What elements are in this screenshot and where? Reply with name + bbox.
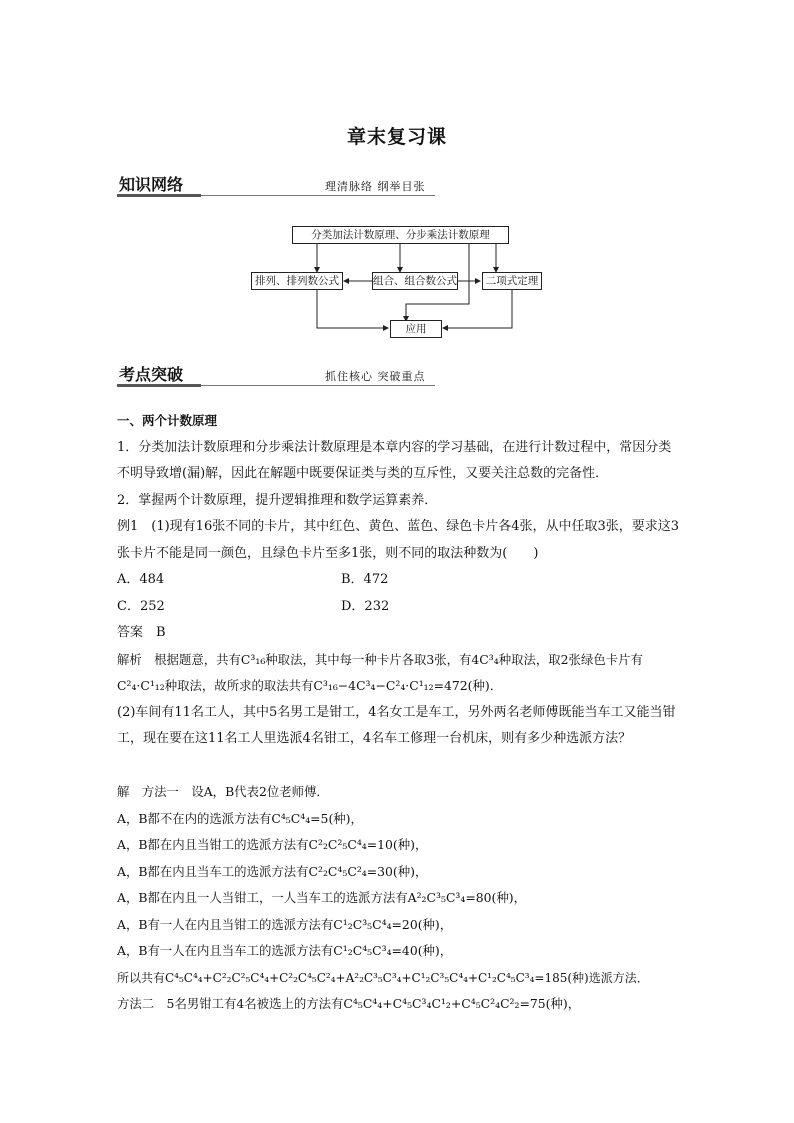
solution-line-4: A，B都在内且当车工的选派方法有C²₂C⁴₅C²₄=30(种)，	[117, 863, 428, 879]
example-1-part-1: 例1 (1)现有16张不同的卡片，其中红色、黄色、蓝色、绿色卡片各4张，从中任取3张，要求这3张卡片不能是同一颜色，且绿色卡片至多1张，则不同的取法种数为( )	[117, 519, 680, 561]
options-row-2	[117, 594, 682, 621]
analysis: 解析 根据题意，共有C³₁₆种取法，其中每一种卡片各取3张，有4C³₄种取法，取2张绿色卡片有C²₄·C¹₁₂种取法，故所求的取法共有C³₁₆−4C³₄−C²₄·C¹₁₂=472(种)．	[117, 651, 643, 693]
section-header-key-points	[117, 362, 435, 388]
heading-two-counting-principles: 一、两个计数原理	[117, 413, 218, 428]
node-combination: 组合、组合数公式	[372, 272, 458, 290]
option-d: D．232	[341, 598, 390, 614]
option-b: B．472	[341, 572, 389, 587]
section-header-knowledge-network	[117, 172, 435, 198]
solution-line-1: 解 方法一 设A，B代表2位老师傅．	[117, 784, 329, 799]
node-binomial-theorem: 二项式定理	[482, 272, 542, 290]
section-subtitle: 抓住核心 突破重点	[325, 370, 426, 383]
solution-line-7: A，B有一人在内且当车工的选派方法有C¹₂C⁴₅C³₄=40(种)，	[117, 943, 453, 958]
body-content	[117, 408, 682, 1018]
paragraph-2: 2．掌握两个计数原理，提升逻辑推理和数学运算素养．	[117, 492, 438, 508]
section-title: 考点突破	[119, 365, 184, 384]
section-rule-thin	[201, 385, 435, 386]
node-application: 应用	[390, 320, 442, 338]
solution-line-6: A，B有一人在内且当钳工的选派方法有C¹₂C³₅C⁴₄=20(种)，	[117, 916, 453, 932]
section-rule-thick	[117, 194, 201, 197]
knowledge-network-diagram	[240, 220, 550, 342]
answer: 答案 B	[117, 625, 166, 640]
solution-line-8: 所以共有C⁴₅C⁴₄+C²₂C²₅C⁴₄+C²₂C⁴₅C²₄+A²₂C³₅C³₄+C¹₂C³₅C⁴₄+C¹₂C⁴₅C³₄=185(种)选派方法．	[117, 970, 649, 985]
section-rule-thin	[201, 195, 435, 196]
paragraph-1: 1．分类加法计数原理和分步乘法计数原理是本章内容的学习基础，在进行计数过程中，常因分类不明导致增(漏)解，因此在解题中既要保证类与类的互斥性，又要关注总数的完备性．	[117, 439, 672, 481]
node-counting-principles: 分类加法计数原理、分步乘法计数原理	[292, 226, 509, 244]
options-row-1	[117, 567, 682, 594]
option-c: C．252	[117, 598, 165, 614]
section-rule-thick	[117, 384, 201, 387]
arrow-left-to-apply	[317, 289, 388, 328]
section-title: 知识网络	[119, 175, 184, 194]
page-title: 章末复习课	[346, 126, 447, 148]
section-subtitle: 理清脉络 纲举目张	[325, 180, 426, 193]
option-a: A．484	[117, 572, 165, 587]
example-1-part-2: (2)车间有11名工人，其中5名男工是钳工，4名女工是车工，另外两名老师傅既能当车工又能当钳工，现在要在这11名工人里选派4名钳工，4名车工修理一台机床，则有多少种选派方法？	[117, 704, 676, 746]
solution-line-9: 方法二 5名男钳工有4名被选上的方法有C⁴₅C⁴₄+C⁴₅C³₄C¹₂+C⁴₅C²₄C²₂=75(种)，	[117, 996, 581, 1011]
node-permutation: 排列、排列数公式	[251, 272, 343, 290]
arrow-right-to-apply	[443, 289, 512, 328]
solution-line-5: A，B都在内且一人当钳工，一人当车工的选派方法有A²₂C³₅C³₄=80(种)，	[117, 890, 526, 905]
solution-line-3: A，B都在内且当钳工的选派方法有C²₂C²₅C⁴₄=10(种)，	[117, 837, 428, 852]
solution-line-2: A，B都不在内的选派方法有C⁴₅C⁴₄=5(种)，	[117, 810, 363, 826]
